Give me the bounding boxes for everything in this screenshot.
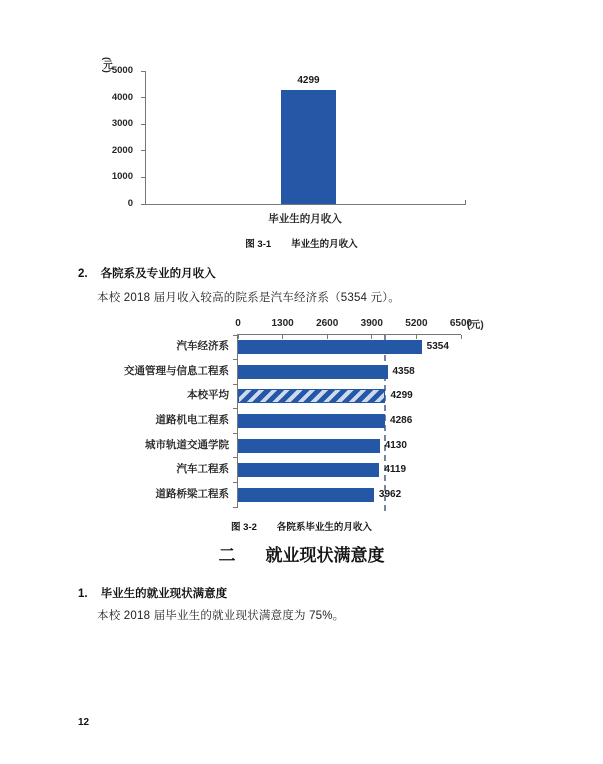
chart1-y-axis-unit-label: (元): [101, 57, 112, 73]
figure-3-2-caption-label: 图 3-2: [231, 522, 257, 533]
chart1-y-axis-tick-labels: [98, 65, 138, 209]
chart1-y-tick-mark: [141, 97, 146, 98]
chart2-bar: [238, 414, 385, 428]
chart2-y-tick-mark: [233, 408, 238, 409]
chart1-y-tick-mark: [141, 71, 146, 72]
chart1-y-tick-label: 0: [127, 198, 133, 209]
chart2-bar: [238, 389, 385, 403]
chart1-bar: [281, 90, 336, 204]
heading-graduate-satisfaction: [78, 585, 227, 601]
chart2-x-axis-unit-label: (元): [467, 320, 484, 331]
chart2-y-tick-mark: [233, 384, 238, 385]
chart2-bar-value-label: 5354: [426, 341, 449, 353]
chart2-x-tick-mark: [461, 335, 462, 339]
figure-3-2-caption-title: 各院系毕业生的月收入: [276, 522, 372, 533]
chart2-category-label: 交通管理与信息工程系: [124, 364, 229, 377]
chart1-y-tick-label: 5000: [111, 65, 133, 76]
section-heading-number: 二: [218, 546, 236, 565]
chart2-bar: [238, 439, 380, 453]
chart2-bar-value-label: 4286: [390, 415, 413, 426]
chart2-y-tick-mark: [233, 457, 238, 458]
chart2-bar: [238, 488, 374, 502]
chart2-y-tick-mark: [233, 482, 238, 483]
chart2-category-label: 汽车经济系: [176, 340, 229, 353]
chart2-x-tick-mark: [238, 335, 239, 339]
chart2-x-tick-label: 5200: [405, 318, 428, 329]
chart2-category-label: 本校平均: [187, 389, 229, 402]
chart2-category-label: 道路桥梁工程系: [155, 487, 229, 500]
figure-3-1-caption-title: 毕业生的月收入: [291, 239, 358, 250]
chart2-plot-area: [235, 318, 484, 507]
chart1-x-axis-end-tick: [465, 200, 466, 204]
figure-3-2-caption: [0, 519, 603, 533]
section-heading-employment-satisfaction: [0, 541, 603, 566]
chart2-bar: [238, 340, 422, 354]
chart1-y-tick-label: 2000: [111, 144, 133, 156]
chart2-category-label: 道路机电工程系: [155, 414, 229, 426]
heading-number: 2.: [78, 268, 88, 280]
chart2-category-label: 城市轨道交通学院: [145, 438, 229, 451]
section-heading-title: 就业现状满意度: [265, 546, 385, 565]
figure-3-1-caption-label: 图 3-1: [245, 239, 272, 250]
chart2-x-tick-mark: [282, 335, 283, 339]
chart1-y-tick-mark: [141, 124, 146, 125]
chart1-y-tick-mark: [141, 177, 146, 178]
chart2-x-tick-label: 1300: [271, 318, 294, 329]
chart2-y-tick-mark: [233, 359, 238, 360]
figure-3-1-caption: [0, 236, 603, 250]
chart2-bar: [238, 365, 388, 379]
chart2-bar-value-label: 4358: [392, 365, 415, 377]
chart2-x-tick-label: 0: [235, 318, 241, 329]
chart2-y-tick-mark: [233, 335, 238, 336]
chart2-category-label: 汽车工程系: [176, 463, 229, 476]
chart2-bar-value-label: 4299: [390, 390, 413, 402]
chart2-bar-value-label: 4130: [384, 439, 407, 451]
chart2-x-tick-mark: [327, 335, 328, 339]
chart2-bar: [238, 463, 379, 477]
heading-title: 各院系及专业的月收入: [100, 268, 216, 280]
chart2-bar-value-label: 3962: [378, 488, 402, 500]
heading-number: 1.: [78, 588, 88, 600]
chart2-x-tick-mark: [371, 335, 372, 339]
chart2-y-tick-mark: [233, 507, 238, 508]
chart1-category-label: 毕业生的月收入: [268, 213, 342, 225]
chart2-bar-value-label: 4119: [384, 464, 407, 476]
chart2-x-tick-label: 3900: [360, 318, 383, 329]
chart2-category-labels: [55, 334, 233, 506]
chart1-y-tick-mark: [141, 204, 146, 205]
chart1-y-tick-mark: [141, 150, 146, 151]
heading-income-by-department: [78, 265, 216, 281]
chart1-y-tick-label: 1000: [111, 171, 133, 183]
heading-title: 毕业生的就业现状满意度: [100, 588, 228, 600]
page-number: 12: [78, 717, 90, 728]
chart2-x-tick-label: 2600: [316, 318, 339, 329]
paragraph-income-by-department: 本校 2018 届月收入较高的院系是汽车经济系（5354 元）。: [97, 292, 400, 304]
chart2-y-tick-mark: [233, 433, 238, 434]
chart1-bar-value-label: 4299: [297, 75, 320, 86]
paragraph-graduate-satisfaction: 本校 2018 届毕业生的就业现状满意度为 75%。: [97, 610, 345, 622]
chart2-x-tick-mark: [416, 335, 417, 339]
chart1-plot-area: [145, 71, 466, 205]
chart1-y-tick-label: 3000: [111, 118, 133, 130]
chart1-y-tick-label: 4000: [111, 91, 133, 103]
chart2-x-tick-label: 6500: [449, 318, 473, 329]
